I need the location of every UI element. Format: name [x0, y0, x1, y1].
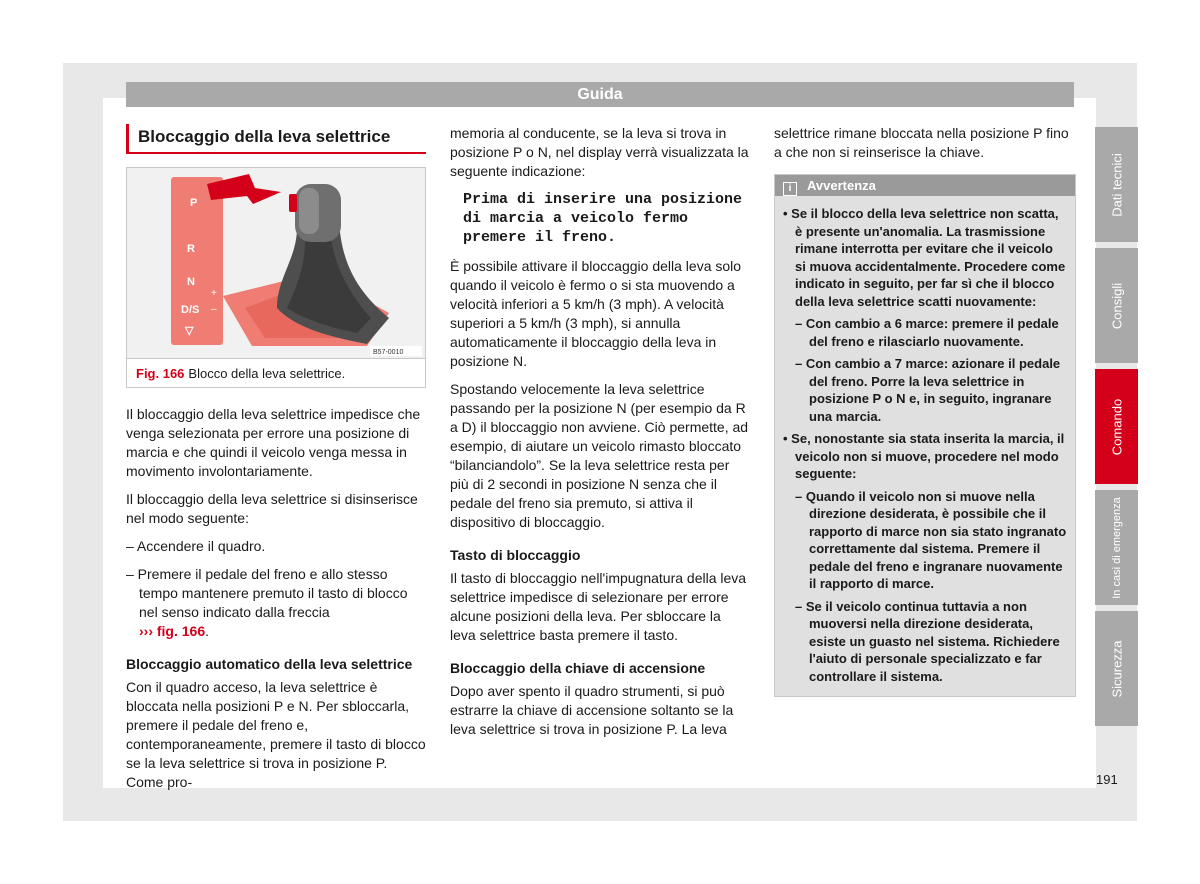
subheading: Bloccaggio della chiave di accensione	[450, 660, 706, 676]
figure-166	[126, 167, 426, 388]
paragraph: Spostando velocemente la leva selettrice passando per la posizione N (per esempio da R a D) il bloccaggio non avviene. Ciò permette, ad esempio, di aiutare un veicolo rimasto bloccato “bilanciandolo”. Se la leva selettrice resta per più di 2 secondi in posizione N senza che il pedale del freno sia premuto, si attiva il dispositivo di bloccaggio.	[450, 381, 749, 530]
tab-label: Dati tecnici	[1109, 152, 1124, 217]
gear-plus: +	[211, 288, 217, 299]
paragraph: Il bloccaggio della leva selettrice impedisce che venga selezionata per errore una posizione di marcia e che quindi il veicolo venga messa in movimento involontariamente.	[126, 406, 421, 479]
paragraph: È possibile attivare il bloccaggio della leva solo quando il veicolo è fermo o si sta muovendo a velocità inferiori a 5 km/h (3 mph). A velocità superiori a 5 km/h (3 mph), si annulla automaticamente il bloccaggio della leva in posizione N.	[450, 258, 742, 369]
paragraph: Con il quadro acceso, la leva selettrice è bloccata nella posizioni P e N. Per sbloccarla, premere il pedale del freno e, contemporaneamente, premere il tasto di blocco se la leva selettrice si trova in posizione P. Come pro-	[126, 679, 426, 790]
image-code: B57-0010	[373, 349, 404, 356]
column-3	[774, 124, 1074, 697]
gear-letter-down: ▽	[185, 325, 194, 337]
page-header: Guida	[126, 82, 1074, 107]
list-item-text: – Premere il pedale del freno e allo stesso tempo mantenere premuto il tasto di blocco nel senso indicato dalla freccia	[126, 566, 408, 620]
tab-sicurezza[interactable]	[1095, 611, 1138, 726]
figure-caption	[127, 359, 425, 387]
tab-label: Consigli	[1109, 282, 1124, 329]
tab-consigli[interactable]	[1095, 248, 1138, 363]
warning-header	[775, 175, 1075, 196]
list-item: – Premere il pedale del freno e allo stesso tempo mantenere premuto il tasto di blocco nel senso indicato dalla freccia ››› fig. 166.	[126, 566, 408, 639]
warning-title: Avvertenza	[807, 178, 876, 193]
tab-dati-tecnici[interactable]	[1095, 127, 1138, 242]
figure-label: Fig. 166	[136, 366, 185, 381]
paragraph: selettrice rimane bloccata nella posizione P fino a che non si reinserisce la chiave.	[774, 125, 1069, 160]
figure-reference-link[interactable]: ››› fig. 166	[139, 623, 206, 639]
column-2	[450, 124, 750, 748]
tab-label: Comando	[1109, 398, 1124, 455]
display-message: Prima di inserire una posizione di marcia a veicolo fermo premere il freno.	[463, 191, 743, 246]
warning-body	[775, 196, 1075, 696]
paragraph: Il bloccaggio della leva selettrice si disinserisce nel modo seguente:	[126, 491, 418, 526]
page-number: 191	[1096, 772, 1118, 787]
gear-letter-r: R	[187, 243, 195, 255]
warning-bullet: • Se, nonostante sia stata inserita la marcia, il veicolo non si muove, procedere nel modo seguente:	[783, 431, 1065, 481]
warning-dash-item: – Se il veicolo continua tuttavia a non muoversi nella direzione desiderata, esiste un guasto nel sistema. Richiedere l'aiuto di personale specializzato e far controllare il sistema.	[795, 598, 1060, 684]
paragraph: memoria al conducente, se la leva si trova in posizione P o N, nel display verrà visualizzata la seguente indicazione:	[450, 125, 749, 179]
section-title: Bloccaggio della leva selettrice	[126, 124, 426, 154]
warning-dash-item: – Con cambio a 7 marce: azionare il pedale del freno. Porre la leva selettrice in posizione P o N e, in seguito, ingranare una marcia.	[795, 356, 1061, 424]
gear-minus: –	[211, 304, 217, 315]
warning-box	[774, 174, 1076, 697]
gear-letter-n: N	[187, 276, 195, 288]
gear-letter-p: P	[190, 197, 198, 209]
list-item: – Accendere il quadro.	[126, 538, 266, 554]
tab-label: In casi di emergenza	[1110, 496, 1123, 599]
tab-label: Sicurezza	[1109, 639, 1124, 698]
subheading: Tasto di bloccaggio	[450, 547, 581, 563]
gear-letter-ds: D/S	[181, 304, 200, 316]
figure-caption-text: Blocco della leva selettrice.	[188, 366, 346, 381]
column-1	[126, 124, 426, 801]
warning-bullet: • Se il blocco della leva selettrice non scatta, è presente un'anomalia. La trasmissione rimane interrotta per evitare che il veicolo si muova accidentalmente. Procedere come indicato in seguito, per far sì che il blocco della leva selettrice scatti nuovamente:	[783, 206, 1066, 309]
warning-dash-item: – Con cambio a 6 marce: premere il pedale del freno e rilasciarlo nuovamente.	[795, 316, 1059, 349]
paragraph: Dopo aver spento il quadro strumenti, si può estrarre la chiave di accensione soltanto se la leva selettrice si trova in posizione P. La leva	[450, 683, 734, 737]
tab-in-casi-di-emergenza[interactable]	[1095, 490, 1138, 605]
gear-lever-illustration	[127, 168, 425, 359]
gear-lever-drawing	[127, 168, 425, 358]
subheading: Bloccaggio automatico della leva selettrice	[126, 656, 413, 672]
info-icon: i	[783, 182, 797, 196]
paragraph: Il tasto di bloccaggio nell'impugnatura della leva selettrice impedisce di selezionare per errore alcune posizioni della leva. Per sbloccare la leva selettrice basta premere il tasto.	[450, 570, 747, 643]
tab-comando[interactable]	[1095, 369, 1138, 484]
warning-dash-item: – Quando il veicolo non si muove nella direzione desiderata, è possibile che il rapporto di marce non sia stato ingranato correttamente dal sistema. Premere il pedale del freno e ingranare nuovamente il rapporto di marce.	[795, 488, 1067, 591]
